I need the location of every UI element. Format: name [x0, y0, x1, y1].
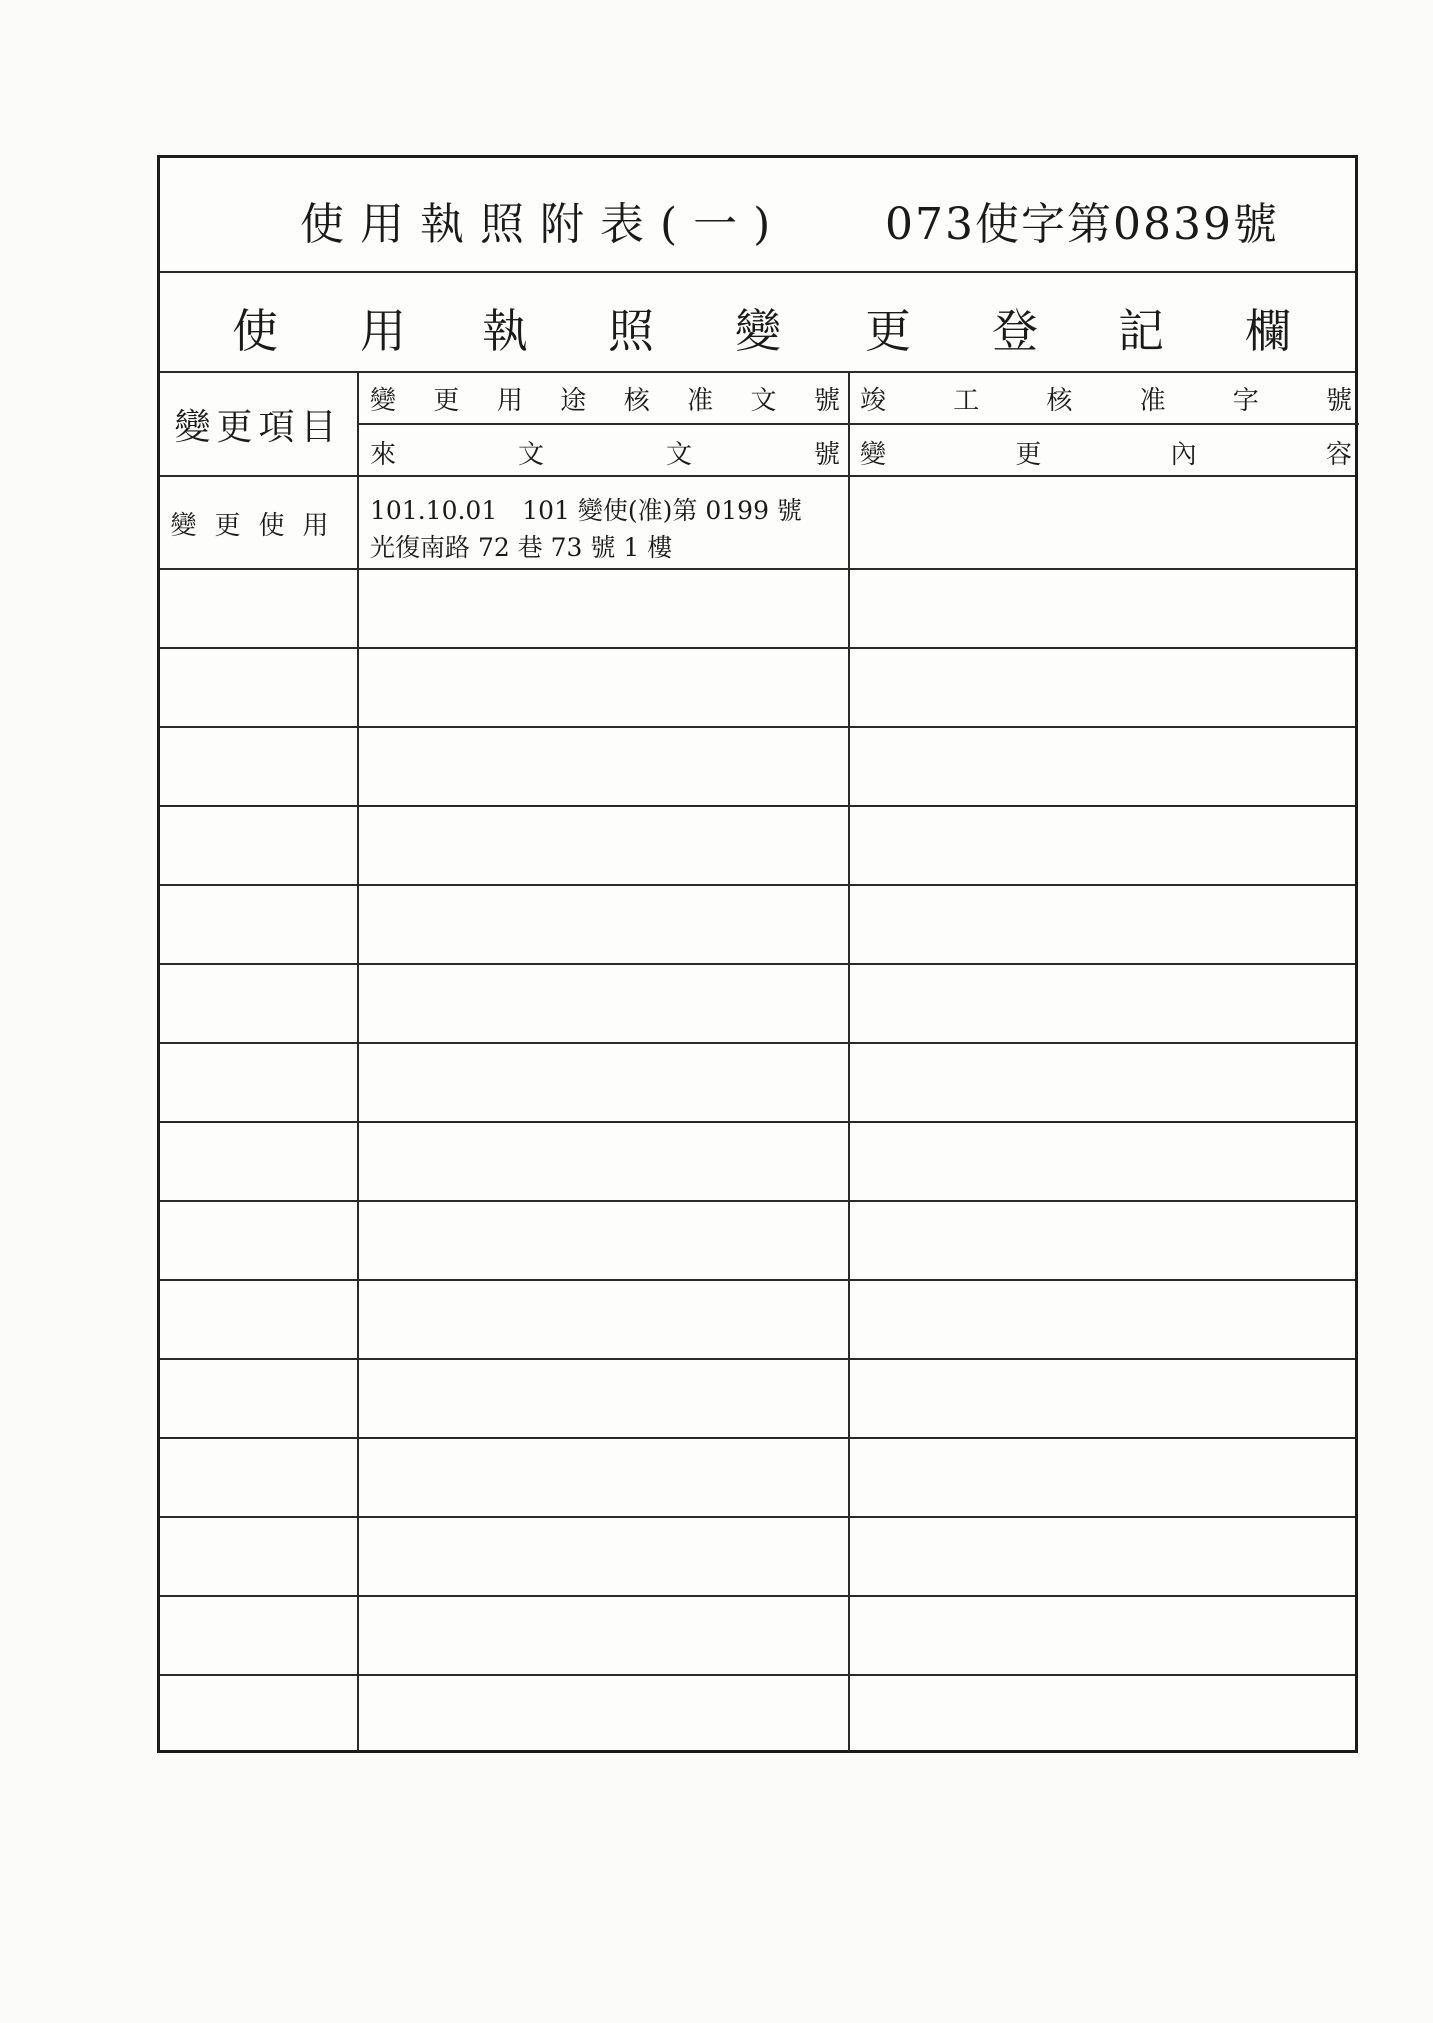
header-char: 號 — [1325, 386, 1352, 416]
header-char: 文 — [517, 440, 544, 470]
header-char: 途 — [560, 386, 587, 416]
header-char: 核 — [1046, 386, 1073, 416]
subtitle-char: 照 — [608, 304, 654, 358]
header-divider — [359, 423, 1359, 425]
header-char: 變 — [370, 386, 397, 416]
row-line — [160, 1437, 1355, 1439]
header-char: 內 — [1170, 440, 1197, 470]
row-line — [160, 884, 1355, 886]
header-char: 更 — [1015, 440, 1042, 470]
row-line — [160, 726, 1355, 728]
subtitle-row — [160, 273, 1355, 373]
header-char: 文 — [665, 440, 692, 470]
completion-approval-no-header — [860, 380, 1352, 417]
change-content-header — [860, 434, 1352, 471]
header-bottom-line — [160, 475, 1355, 477]
subtitle-char: 登 — [992, 304, 1038, 358]
title-row — [160, 158, 1355, 273]
approval-doc-no-header — [370, 380, 840, 417]
subtitle-char: 變 — [735, 304, 781, 358]
license-number: 073使字第0839號 — [885, 199, 1279, 250]
row-doc-line1: 101.10.01 101 變使(准)第 0199 號 — [370, 496, 802, 525]
row-change-item: 變更使用 — [170, 510, 347, 541]
row-line — [160, 1042, 1355, 1044]
subtitle-char: 執 — [482, 304, 528, 358]
row-line — [160, 1595, 1355, 1597]
header-char: 來 — [370, 440, 397, 470]
header-char: 准 — [687, 386, 714, 416]
subtitle-char: 用 — [360, 304, 406, 358]
header-char: 變 — [860, 440, 887, 470]
row-line — [160, 1121, 1355, 1123]
row-line — [160, 647, 1355, 649]
header-char: 容 — [1325, 440, 1352, 470]
row-address: 光復南路 72 巷 73 號 1 樓 — [370, 533, 673, 562]
row-line — [160, 1516, 1355, 1518]
document-sheet — [157, 155, 1358, 1753]
row-line — [160, 1674, 1355, 1676]
subtitle-char: 更 — [865, 304, 911, 358]
incoming-doc-no-header — [370, 434, 840, 471]
header-char: 號 — [813, 386, 840, 416]
row-line — [160, 1358, 1355, 1360]
row-line — [160, 1200, 1355, 1202]
column-divider — [848, 373, 850, 1751]
header-char: 更 — [433, 386, 460, 416]
subtitle-char: 欄 — [1245, 304, 1291, 358]
form-title: 使用執照附表(一) — [300, 199, 787, 250]
subtitle-char: 記 — [1118, 304, 1164, 358]
row-line — [160, 963, 1355, 965]
change-item-header: 變更項目 — [174, 406, 343, 448]
header-char: 核 — [623, 386, 650, 416]
header-char: 工 — [953, 386, 980, 416]
header-char: 字 — [1232, 386, 1259, 416]
row-line — [160, 1279, 1355, 1281]
header-char: 文 — [750, 386, 777, 416]
header-char: 竣 — [860, 386, 887, 416]
row-line — [160, 568, 1355, 570]
subtitle-char: 使 — [232, 304, 278, 358]
column-divider — [357, 373, 359, 1751]
header-char: 准 — [1139, 386, 1166, 416]
header-char: 用 — [496, 386, 523, 416]
header-char: 號 — [813, 440, 840, 470]
row-line — [160, 805, 1355, 807]
